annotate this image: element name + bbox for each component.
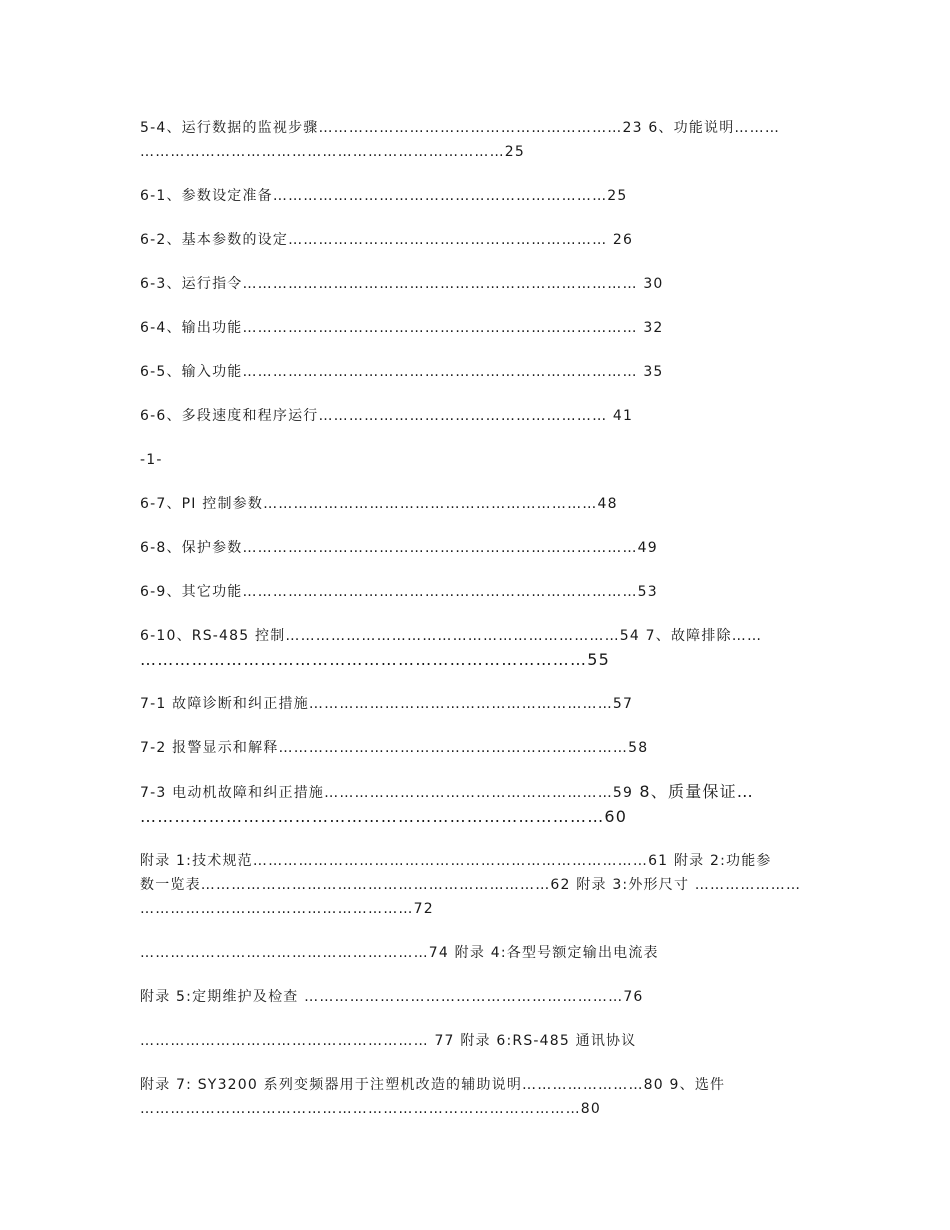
toc-entry-6-1: 6-1、参数设定准备…………………………………………………………25 (140, 188, 628, 204)
toc-entry-6-10: 6-10、RS-485 控制…………………………………………………………54 7、故障排除…… (140, 628, 763, 644)
toc-entry-6-2: 6-2、基本参数的设定……………………………………………………… 26 (140, 232, 634, 248)
table-of-contents (140, 116, 812, 1121)
toc-entry-8-text: 8、质量保证… (633, 782, 755, 801)
toc-entry-6-8: 6-8、保护参数……………………………………………………………………49 (140, 540, 658, 556)
toc-entry-8-cont: ………………………………………………………………………60 (140, 807, 628, 826)
toc-entry-6-9: 6-9、其它功能……………………………………………………………………53 (140, 584, 658, 600)
toc-entry-7-2: 7-2 报警显示和解释……………………………………………………………58 (140, 740, 649, 756)
toc-entry-7-3-text: 7-3 电动机故障和纠正措施…………………………………………………59 (140, 785, 634, 801)
toc-entry-6-6: 6-6、多段速度和程序运行………………………………………………… 41 (140, 408, 634, 424)
toc-entry-7-1: 7-1 故障诊断和纠正措施……………………………………………………57 (140, 696, 634, 712)
toc-appendix-3-cont: ………………………………………………72 (140, 901, 434, 917)
toc-appendix-5: 附录 5:定期维护及检查 ………………………………………………………76 (140, 989, 644, 1005)
toc-entry-5-4-cont: ………………………………………………………………25 (140, 144, 526, 160)
toc-entry-6-4: 6-4、输出功能…………………………………………………………………… 32 (140, 320, 664, 336)
toc-appendix-4: …………………………………………………74 附录 4:各型号额定输出电流表 (140, 945, 659, 961)
toc-appendix-1: 附录 1:技术规范……………………………………………………………………61 附录 2:功能参 (140, 853, 772, 869)
toc-appendix-6: ………………………………………………… 77 附录 6:RS-485 通讯协议 (140, 1033, 637, 1049)
toc-appendix-2: 数一览表……………………………………………………………62 附录 3:外形尺寸 ………………… (140, 877, 802, 893)
toc-entry-6-5: 6-5、输入功能…………………………………………………………………… 35 (140, 364, 664, 380)
toc-appendix-7: 附录 7: SY3200 系列变频器用于注塑机改造的辅助说明……………………80 9、选件 (140, 1077, 726, 1093)
toc-entry-6-10-cont: ……………………………………………………………………55 (140, 650, 610, 669)
toc-entry-7-3 (140, 780, 812, 805)
toc-entry-6-7: 6-7、PI 控制参数…………………………………………………………48 (140, 496, 618, 512)
page-number-marker: -1- (140, 452, 163, 468)
toc-entry-6-3: 6-3、运行指令…………………………………………………………………… 30 (140, 276, 664, 292)
toc-appendix-7-cont: ……………………………………………………………………………80 (140, 1101, 602, 1117)
toc-entry-5-4: 5-4、运行数据的监视步骤……………………………………………………23 6、功能说明……… (140, 120, 781, 136)
